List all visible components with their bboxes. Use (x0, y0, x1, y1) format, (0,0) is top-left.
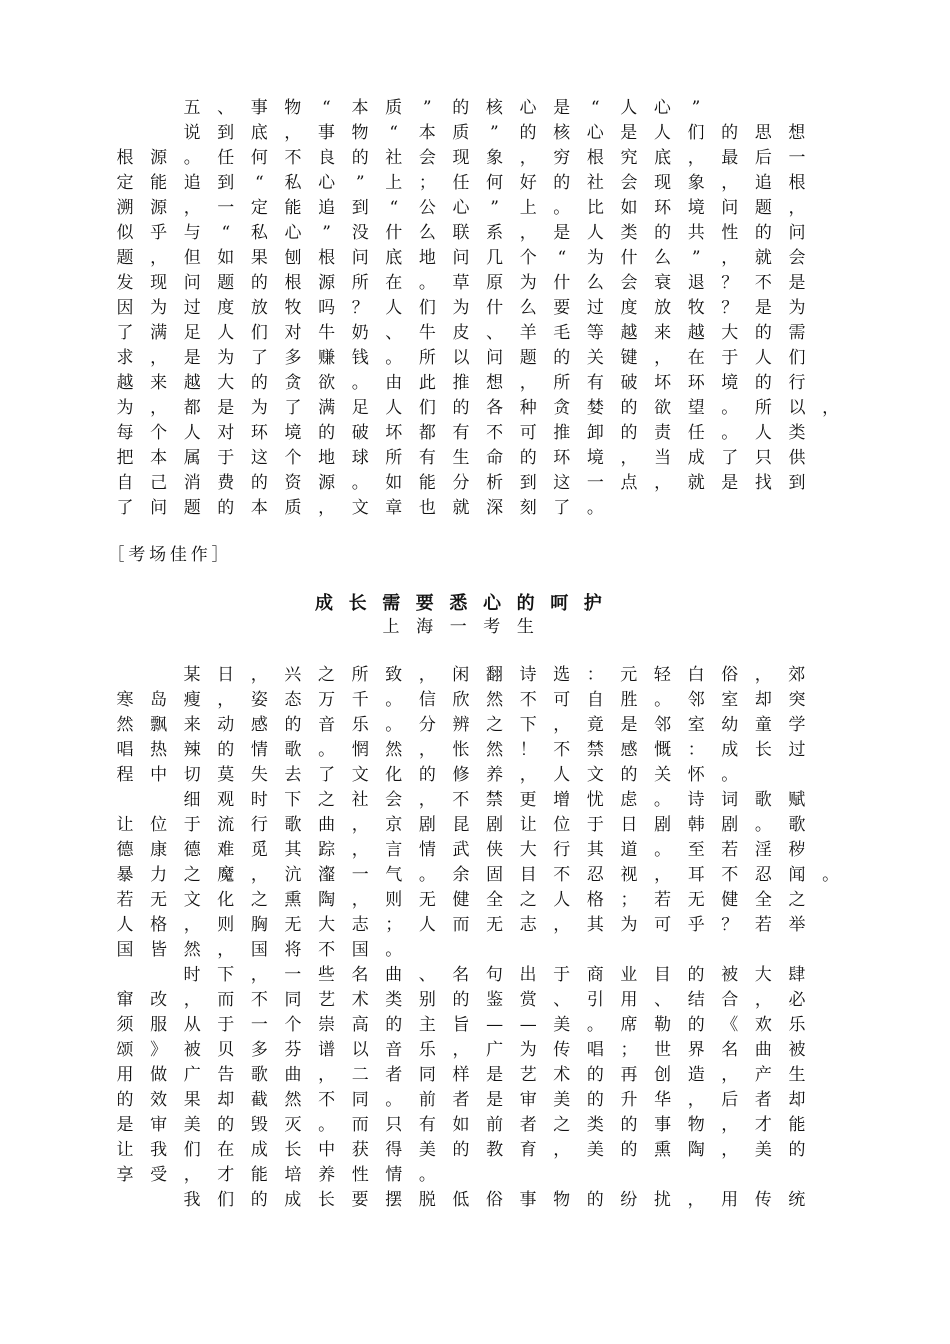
document-page: 五 、 事 物 “ 本 质 ” 的 核 心 是 “ 人 心 ” 说 到 底 ， 事 物 “ 本 质 ” 的 核 心 是 人 们 的 思 想 根 源 。 任 何 不 良 的 社 会 现 象 ， 穷 根 究 底 ， 最 后 一 定 能 追 到 “ 私 心 ” 上 ； 任 何 好 的 社 会 现 象 ， 追 根 溯 源 ， 一 定 能 追 到 “ 公 心 ” 上 。 比 如 环 境 问 题 ， 似 乎 与 “ 私 心 ” 没 什 么 联 系 ， 是 人 类 的 共 性 的 问 题 ， 但 如 果 刨 根 问 底 地 问 几 个 “ 为 什 么 ” ， 就 会 发 现 问 题 的 根 源 所 在 。 草 原 为 什 么 会 衰 退 ？ 不 是 因 为 过 度 放 牧 吗 ？ 人 们 为 什 么 要 过 度 放 牧 ？ 是 为 了 满 足 人 们 对 牛 奶 、 牛 皮 、 羊 毛 等 越 来 越 大 的 需 求 ， 是 为 了 多 赚 钱 。 所 以 问 题 的 关 键 ， 在 于 人 们 越 来 越 大 的 贪 欲 。 由 此 推 想 ， 所 有 破 坏 环 境 的 行 为 ， 都 是 为 了 满 足 人 们 的 各 种 贪 婪 的 欲 望 。 所 以 ， 每 个 人 对 环 境 的 破 坏 都 有 不 可 推 卸 的 责 任 。 人 类 把 本 属 于 这 个 地 球 所 有 生 命 的 环 境 ， 当 成 了 只 供 自 己 消 费 的 资 源 。 如 能 分 析 到 这 一 点 ， 就 是 找 到 了 问 题 的 本 质 ， 文 章 也 就 深 刻 了 。 ［ 考 场 佳 作 ］ 成 长 需 要 悉 心 的 呵 护 上 海 一 考 生 某 日 ， 兴 之 所 致 ， 闲 翻 诗 选 ： 元 轻 白 俗 ， 郊 寒 岛 瘦 ， 姿 态 万 千 。 信 欣 然 不 可 自 胜 。 邻 室 却 突 然 飘 来 动 感 的 音 乐 。 分 辨 之 下 ， 竟 是 邻 室 幼 童 学 唱 热 辣 的 情 歌 。 惘 然 ， 怅 然 ！ 不 禁 感 慨 ： 成 长 过 程 中 切 莫 失 去 了 文 化 的 修 养 ， 人 文 的 关 怀 。 细 观 时 下 之 社 会 ， 不 禁 更 增 忧 虑 。 诗 词 歌 赋 让 位 于 流 行 歌 曲 ， 京 剧 昆 剧 让 位 于 日 剧 韩 剧 。 歌 德 康 德 难 觅 其 踪 ， 言 情 武 侠 大 行 其 道 。 至 若 淫 秽 暴 力 之 魔 ， 沆 瀣 一 气 。 余 固 目 不 忍 视 ， 耳 不 忍 闻 。 若 无 文 化 之 熏 陶 ， 则 无 健 全 之 人 格 ； 若 无 健 全 之 人 格 ， 则 胸 无 大 志 ； 人 而 无 志 ， 其 为 可 乎 ？ 若 举 国 皆 然 ， 国 将 不 国 。 时 下 ， 一 些 名 曲 、 名 句 出 于 商 业 目 的 被 大 肆 窜 改 ， 而 不 同 艺 术 类 别 的 鉴 赏 、 引 用 、 结 合 ， 必 须 服 从 于 一 个 崇 高 的 主 旨 — — 美 。 席 勒 的 《 欢 乐 颂 》 被 贝 多 芬 谱 以 音 乐 ， 广 为 传 唱 ； 世 界 名 曲 被 用 做 广 告 歌 曲 ， 二 者 同 样 是 艺 术 的 再 创 造 ， 产 生 的 效 果 却 截 然 不 同 。 前 者 是 审 美 的 升 华 ， 后 者 却 是 审 美 的 毁 灭 。 而 只 有 如 前 者 之 类 的 事 物 ， 才 能 让 我 们 在 成 长 中 获 得 美 的 教 育 ， 美 的 熏 陶 ， 美 的 享 受 ， 才 能 培 养 性 情 。 我 们 的 成 长 要 摆 脱 低 俗 事 物 的 纷 扰 ， 用 传 统 (107, 98, 840, 1210)
